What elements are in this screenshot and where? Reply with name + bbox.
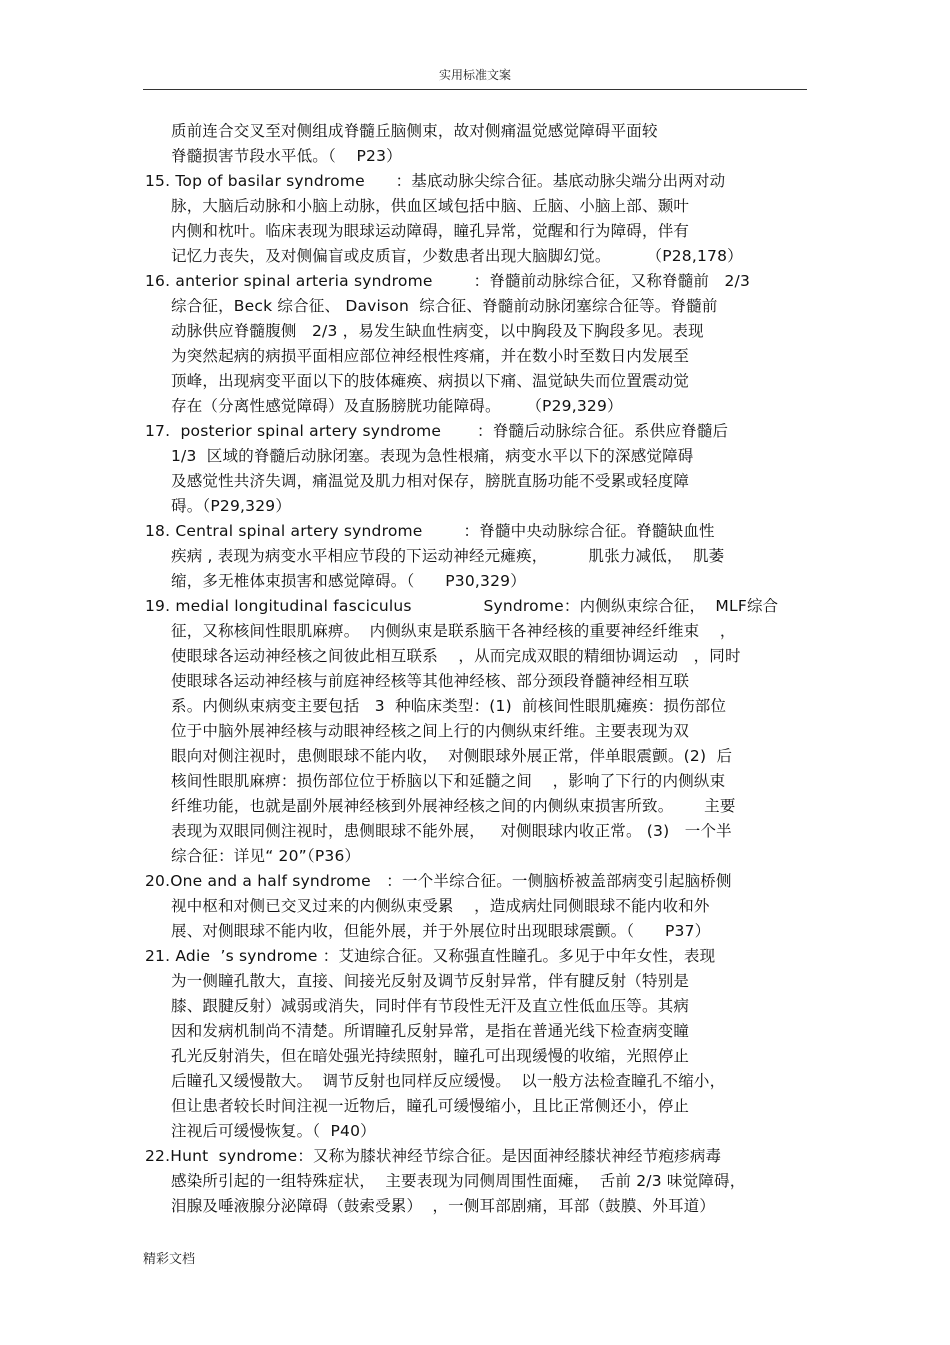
text-line: 为突然起病的病损平面相应部位神经根性疼痛，并在数小时至数日内发展至 bbox=[171, 347, 690, 365]
entry-22-heading: 感染所引起的一组特殊症状， 主要表现为同侧周围性面瘫， 舌前 2/3 味觉障碍， bbox=[171, 1172, 746, 1190]
entry-15-heading: 15. Top of basilar syndrome ：基底动脉尖综合征。基底动脉尖端分出两对动 bbox=[145, 172, 726, 190]
text-line: 综合征，Beck 综合征、 Davison 综合征、脊髓前动脉闭塞综合征等。脊髓前 bbox=[171, 297, 718, 315]
text-line: 膝、跟腱反射）减弱或消失，同时伴有节段性无汗及直立性低血压等。其病 bbox=[171, 997, 690, 1015]
text-line: 因和发病机制尚不清楚。所谓瞳孔反射异常，是指在普通光线下检查病变瞳 bbox=[171, 1022, 690, 1040]
text-line: 1/3 区域的脊髓后动脉闭塞。表现为急性根痛，病变水平以下的深感觉障碍 bbox=[171, 447, 694, 465]
text-line: 泪腺及唾液腺分泌障碍（鼓索受累） ，一侧耳部剧痛，耳部（鼓膜、外耳道） bbox=[171, 1197, 716, 1215]
text-line: 综合征：详见“ 20”（P36） bbox=[171, 847, 361, 865]
text-line: 脉，大脑后动脉和小脑上动脉，供血区域包括中脑、丘脑、小脑上部、颞叶 bbox=[171, 197, 690, 215]
entry-17-heading: 17. posterior spinal artery syndrome ：脊髓后动脉综合征。系供应脊髓后 bbox=[145, 422, 729, 440]
text-line: 后瞳孔又缓慢散大。 调节反射也同样反应缓慢。 以一般方法检查瞳孔不缩小， bbox=[171, 1072, 726, 1090]
entry-20-heading: 20.One and a half syndrome ：一个半综合征。一侧脑桥被盖部病变引起脑桥侧 bbox=[145, 872, 732, 890]
text-line: 质前连合交叉至对侧组成脊髓丘脑侧束，故对侧痛温觉感觉障碍平面较 bbox=[171, 122, 658, 140]
text-line: 孔光反射消失，但在暗处强光持续照射，瞳孔可出现缓慢的收缩，光照停止 bbox=[171, 1047, 690, 1065]
entry-18-heading: 18. Central spinal artery syndrome ：脊髓中央动脉综合征。脊髓缺血性 bbox=[145, 522, 715, 540]
text-line: 系。内侧纵束病变主要包括 3 种临床类型：(1) 前核间性眼肌瘫痪：损伤部位 bbox=[171, 697, 727, 715]
text-line: 视中枢和对侧已交叉过来的内侧纵束受累 ，造成病灶同侧眼球不能内收和外 bbox=[171, 897, 710, 915]
text-line: 疾病 , 表现为病变水平相应节段的下运动神经元瘫痪， 肌张力减低， 肌萎 bbox=[171, 547, 725, 565]
text-line: 缩，多无椎体束损害和感觉障碍。（ P30,329） bbox=[171, 572, 526, 590]
text-line: 使眼球各运动神经核之间彼此相互联系 ，从而完成双眼的精细协调运动 ，同时 bbox=[171, 647, 741, 665]
text-line: 注视后可缓慢恢复。（ P40） bbox=[171, 1122, 376, 1140]
text-line: 顶峰，出现病变平面以下的肢体瘫痪、病损以下痛、温觉缺失而位置震动觉 bbox=[171, 372, 690, 390]
text-line: 脊髓损害节段水平低。（ P23） bbox=[171, 147, 402, 165]
text-line: 表现为双眼同侧注视时，患侧眼球不能外展， 对侧眼球内收正常。 (3) 一个半 bbox=[171, 822, 732, 840]
text-line: 碍。（P29,329） bbox=[171, 497, 292, 515]
text-line: 动脉供应脊髓腹侧 2/3 ，易发生缺血性病变，以中胸段及下胸段多见。表现 bbox=[171, 322, 704, 340]
text-line: 眼向对侧注视时，患侧眼球不能内收， 对侧眼球外展正常，伴单眼震颤。(2) 后 bbox=[171, 747, 733, 765]
text-line: 记忆力丧失，及对侧偏盲或皮质盲，少数患者出现大脑脚幻觉。 （P28,178） bbox=[171, 247, 743, 265]
text-line: 使眼球各运动神经核与前庭神经核等其他神经核、部分颈段脊髓神经相互联 bbox=[171, 672, 690, 690]
entry-21-heading: 21. Adie ’s syndrome ：艾迪综合征。又称强直性瞳孔。多见于中年女性，表现 bbox=[145, 947, 716, 965]
entry-16-heading: 16. anterior spinal arteria syndrome ：脊髓前动脉综合征，又称脊髓前 2/3 bbox=[145, 272, 751, 290]
text-line: 为一侧瞳孔散大，直接、间接光反射及调节反射异常，伴有腱反射（特别是 bbox=[171, 972, 690, 990]
page-footer: 精彩文档 bbox=[143, 1252, 196, 1267]
page-header-title: 实用标准文案 bbox=[438, 68, 511, 82]
text-line: 但让患者较长时间注视一近物后，瞳孔可缓慢缩小，且比正常侧还小，停止 bbox=[171, 1097, 690, 1115]
header-divider bbox=[143, 89, 807, 90]
text-line: 纤维功能，也就是副外展神经核到外展神经核之间的内侧纵束损害所致。 主要 bbox=[171, 797, 736, 815]
text-line: 征，又称核间性眼肌麻痹。 内侧纵束是联系脑干各神经核的重要神经纤维束 ， bbox=[171, 622, 736, 640]
text-line: 存在（分离性感觉障碍）及直肠膀胱功能障碍。 （P29,329） bbox=[171, 397, 623, 415]
text-line: 展、对侧眼球不能内收，但能外展，并于外展位时出现眼球震颤。（ P37） bbox=[171, 922, 711, 940]
text-line: 位于中脑外展神经核与动眼神经核之间上行的内侧纵束纤维。主要表现为双 bbox=[171, 722, 690, 740]
entry-19-heading: 19. medial longitudinal fasciculus Syndrome：内侧纵束综合征， MLF综合 bbox=[145, 597, 779, 615]
text-line: 22.Hunt syndrome：又称为膝状神经节综合征。是因面神经膝状神经节疱疹病毒 bbox=[145, 1147, 722, 1165]
text-line: 核间性眼肌麻痹：损伤部位位于桥脑以下和延髓之间 ，影响了下行的内侧纵束 bbox=[171, 772, 726, 790]
text-line: 内侧和枕叶。临床表现为眼球运动障碍，瞳孔异常，觉醒和行为障碍，伴有 bbox=[171, 222, 690, 240]
text-line: 及感觉性共济失调，痛温觉及肌力相对保存，膀胱直肠功能不受累或轻度障 bbox=[171, 472, 690, 490]
